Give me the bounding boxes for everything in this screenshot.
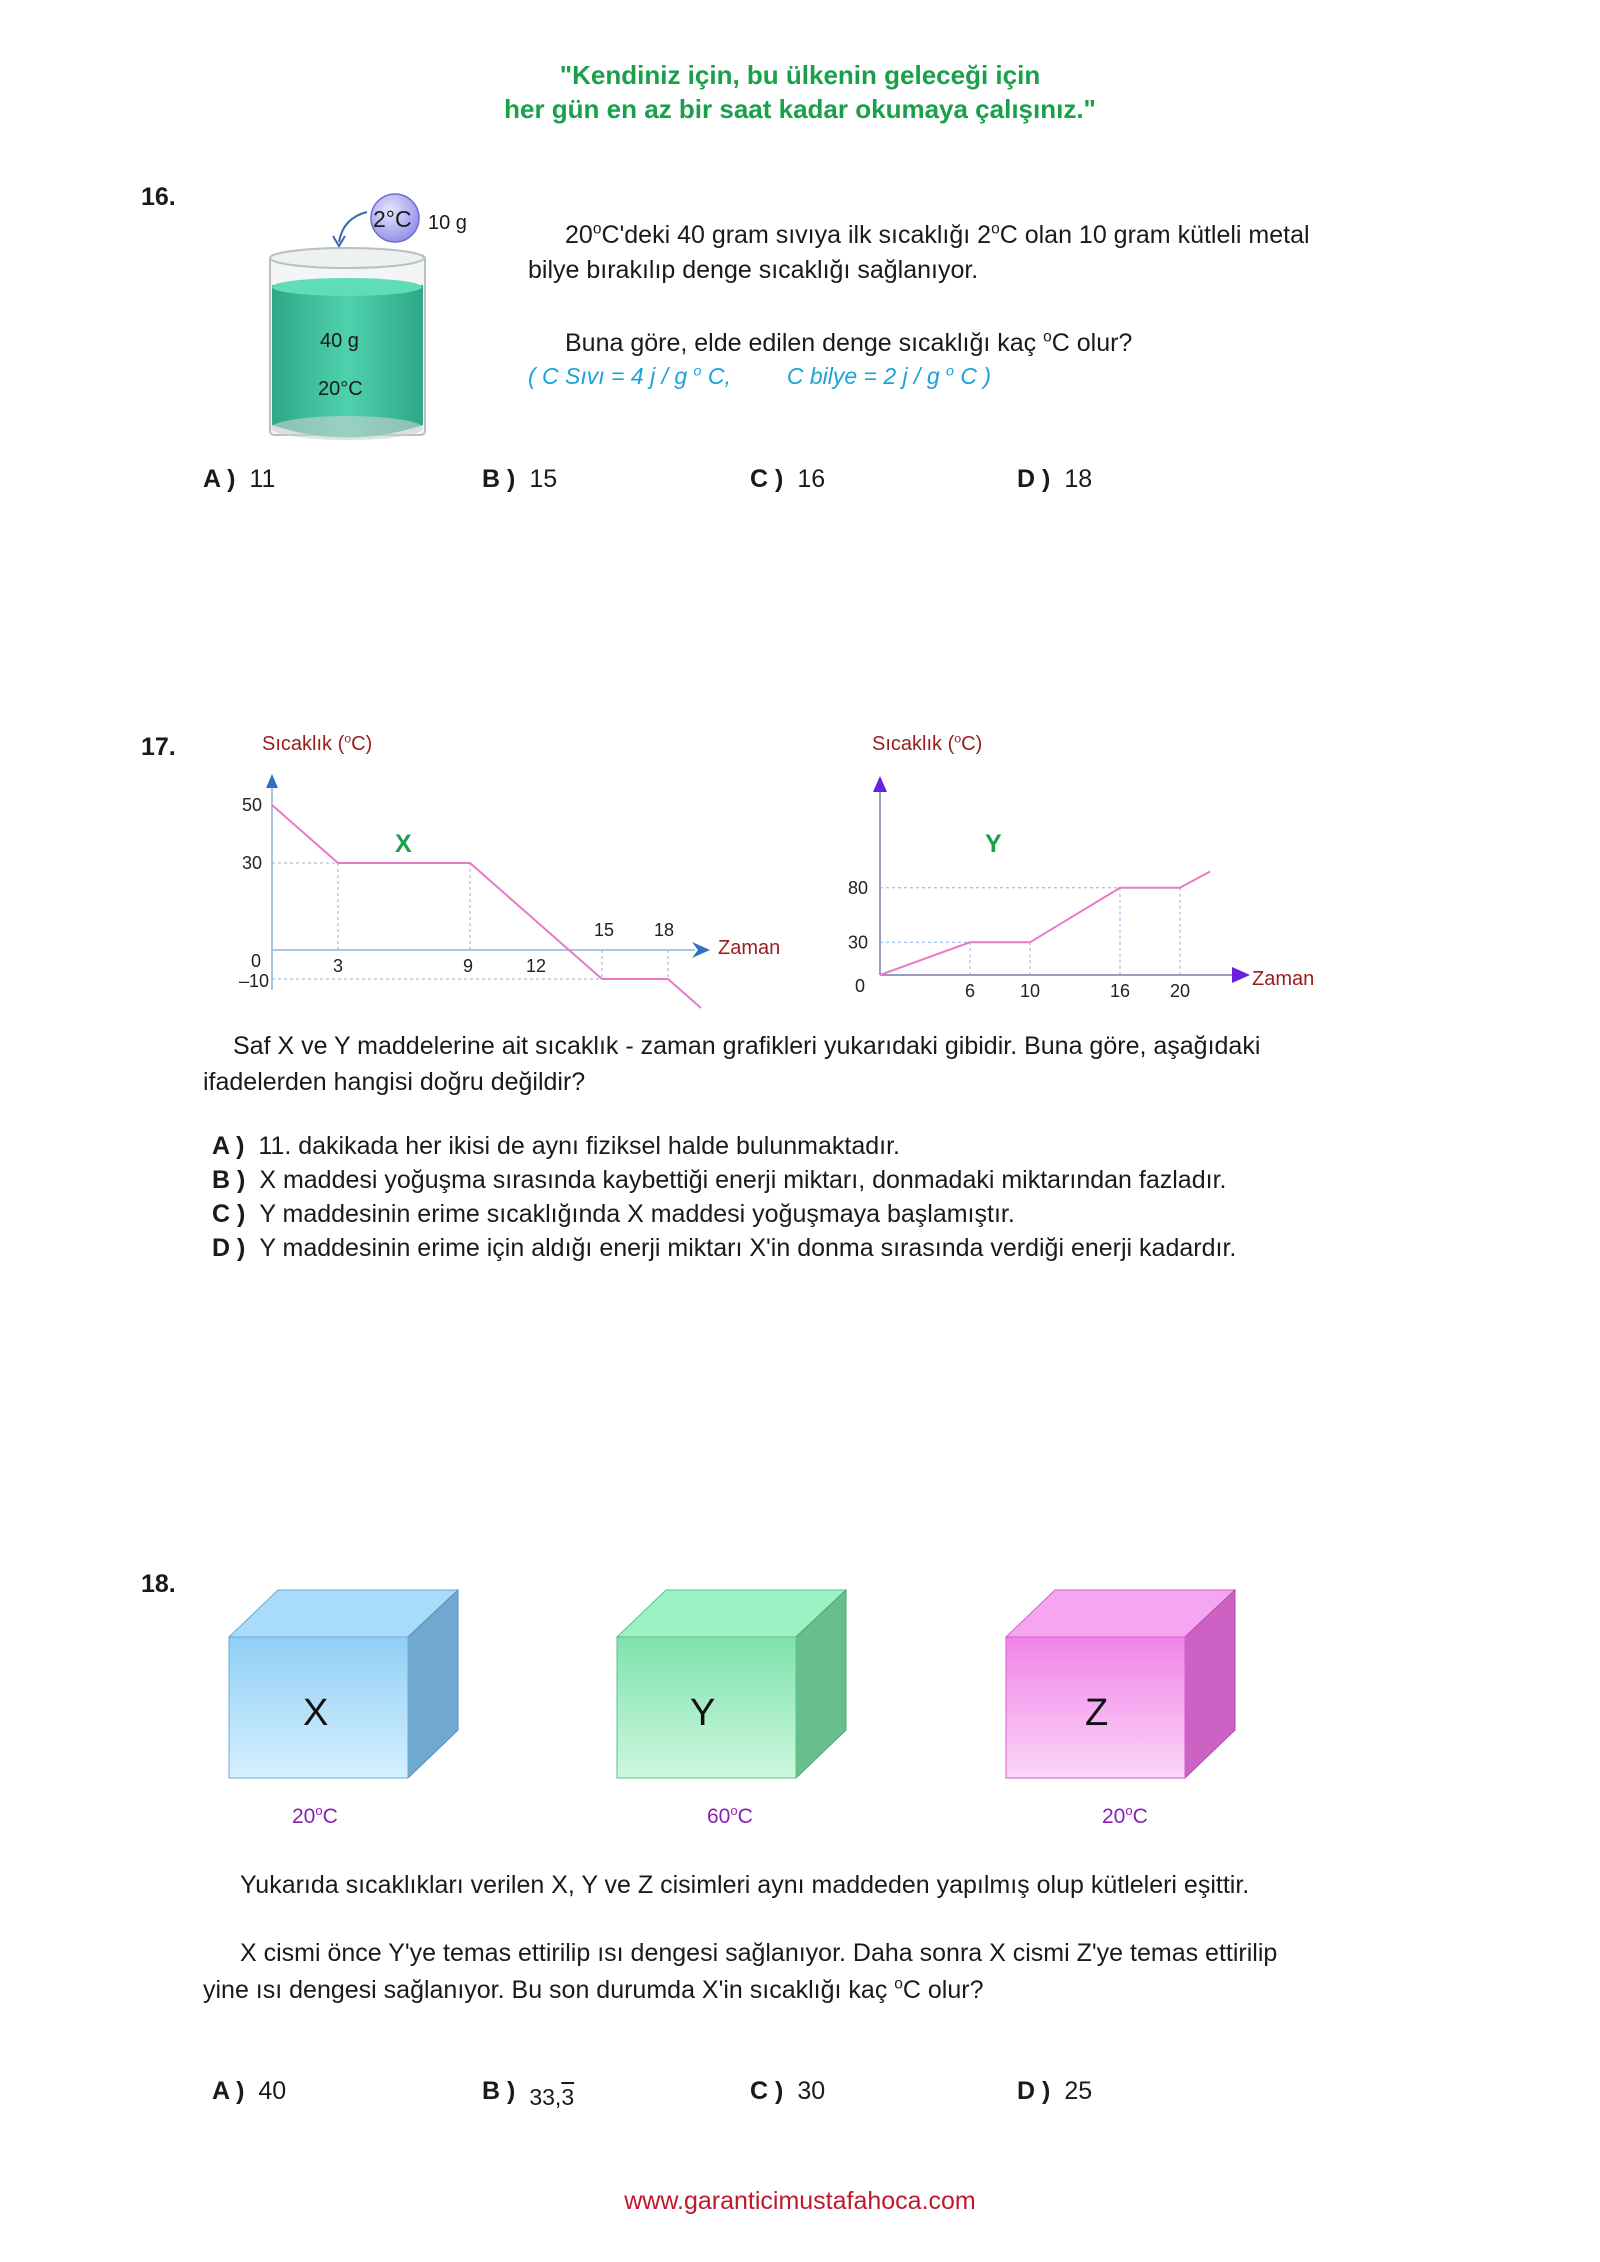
q17-option-c[interactable]: C ) Y maddesinin erime sıcaklığında X maddesi yoğuşmaya başlamıştır. (212, 1200, 1015, 1228)
q16-option-c[interactable]: C ) 16 (750, 465, 826, 493)
ball-temperature-label: 2°C (373, 206, 412, 232)
question-16-hint: ( C Sıvı = 4 j / g $^o$ C, C bilye = 2 j / g $^o$ C ) (528, 363, 992, 389)
cube-y-label: Y (690, 1692, 716, 1734)
chart-x-tick-0: 0 (250, 951, 262, 971)
chart-x-tick-50: 50 (241, 795, 263, 815)
chart-y-y-arrow (873, 776, 887, 792)
chart-x-tick-30: 30 (241, 853, 263, 873)
chart-y-tick-30: 30 (847, 932, 869, 953)
chart-x-xlabel: Zaman (718, 937, 781, 959)
chart-x-tick-9: 9 (462, 956, 474, 976)
chart-y-tick-20: 20 (1169, 981, 1191, 1001)
chart-x-y-arrow (266, 774, 278, 788)
question-17-number: 17. (141, 733, 176, 761)
chart-y (840, 770, 1260, 1010)
chart-y-tick-80: 80 (847, 877, 869, 898)
motto-line-1: "Kendiniz için, bu ülkenin geleceği için (559, 60, 1041, 90)
question-18-text-1: Yukarıda sıcaklıkları verilen X, Y ve Z cisimleri aynı maddeden yapılmış olup kütleleri eşittir. (240, 1871, 1250, 1899)
cube-z (1006, 1590, 1235, 1778)
chart-y-tick-6: 6 (964, 981, 976, 1001)
cube-y (617, 1590, 846, 1778)
chart-y-x-arrow (1232, 967, 1250, 983)
cube-y-temperature: 60$^o$C (707, 1803, 753, 1828)
motto-line-2: her gün en az bir saat kadar okumaya çalışınız." (504, 94, 1096, 124)
chart-x-series-label: X (395, 830, 412, 858)
question-18-number: 18. (141, 1570, 176, 1598)
q18-option-a[interactable]: A ) 40 (212, 2077, 287, 2105)
chart-y-ylabel: Sıcaklık ($^o$C) (872, 731, 983, 755)
chart-y-series-line (880, 871, 1210, 975)
cube-x-temperature: 20$^o$C (292, 1803, 338, 1828)
chart-x-series-line (272, 805, 701, 1008)
q18-option-c[interactable]: C ) 30 (750, 2077, 826, 2105)
q18-option-b[interactable]: B ) 33,3 (482, 2077, 575, 2110)
q16-option-b[interactable]: B ) 15 (482, 465, 558, 493)
q16-option-d[interactable]: D ) 18 (1017, 465, 1093, 493)
chart-x-tick-3: 3 (332, 956, 344, 976)
cubes-illustration (220, 1580, 1260, 1800)
q17-option-d[interactable]: D ) Y maddesinin erime için aldığı enerji miktarı X'in donma sırasında verdiği enerji kadardır. (212, 1234, 1237, 1262)
q18-option-d[interactable]: D ) 25 (1017, 2077, 1093, 2105)
liquid-mass-label: 40 g (320, 330, 359, 352)
q17-option-b[interactable]: B ) X maddesi yoğuşma sırasında kaybettiği enerji miktarı, donmadaki miktarından fazladır. (212, 1166, 1227, 1194)
chart-x-tick-neg10: –10 (238, 971, 270, 991)
question-17-line-2: ifadelerden hangisi doğru değildir? (203, 1068, 586, 1096)
chart-x-tick-18: 18 (653, 920, 675, 940)
footer-url[interactable]: www.garanticimustafahoca.com (624, 2187, 976, 2215)
chart-y-xlabel: Zaman (1252, 968, 1315, 990)
question-18-text-2: X cismi önce Y'ye temas ettirilip ısı dengesi sağlanıyor. Daha sonra X cismi Z'ye temas ettirilip (240, 1939, 1278, 1967)
liquid-temperature-label: 20°C (318, 378, 363, 400)
ball-mass-label: 10 g (428, 212, 467, 234)
chart-x-tick-12: 12 (525, 956, 547, 976)
question-16-number: 16. (141, 183, 176, 211)
question-16-line-2: bilye bırakılıp denge sıcaklığı sağlanıyor. (528, 256, 979, 284)
chart-y-series-label: Y (985, 830, 1002, 858)
q17-option-a[interactable]: A ) 11. dakikada her ikisi de aynı fiziksel halde bulunmaktadır. (212, 1132, 900, 1160)
cube-x (229, 1590, 458, 1778)
cube-z-temperature: 20$^o$C (1102, 1803, 1148, 1828)
cube-z-label: Z (1085, 1692, 1109, 1734)
chart-y-tick-0: 0 (854, 976, 866, 996)
chart-y-tick-16: 16 (1109, 981, 1131, 1001)
cube-x-label: X (303, 1692, 329, 1734)
question-16-line-1: 20$^o$C'deki 40 gram sıvıya ilk sıcaklığı 2$^o$C olan 10 gram kütleli metal (565, 220, 1310, 249)
chart-x-tick-15: 15 (593, 920, 615, 940)
chart-x-ylabel: Sıcaklık ($^o$C) (262, 731, 373, 755)
question-18-text-3: yine ısı dengesi sağlanıyor. Bu son durumda X'in sıcaklığı kaç $^o$C olur? (203, 1975, 984, 2004)
chart-y-tick-10: 10 (1019, 981, 1041, 1001)
q16-option-a[interactable]: A ) 11 (203, 465, 276, 493)
chart-x (230, 770, 730, 1030)
question-17-line-1: Saf X ve Y maddelerine ait sıcaklık - zaman grafikleri yukarıdaki gibidir. Buna göre, aşağıdaki (233, 1032, 1261, 1060)
question-16-prompt: Buna göre, elde edilen denge sıcaklığı kaç $^o$C olur? (565, 328, 1133, 357)
